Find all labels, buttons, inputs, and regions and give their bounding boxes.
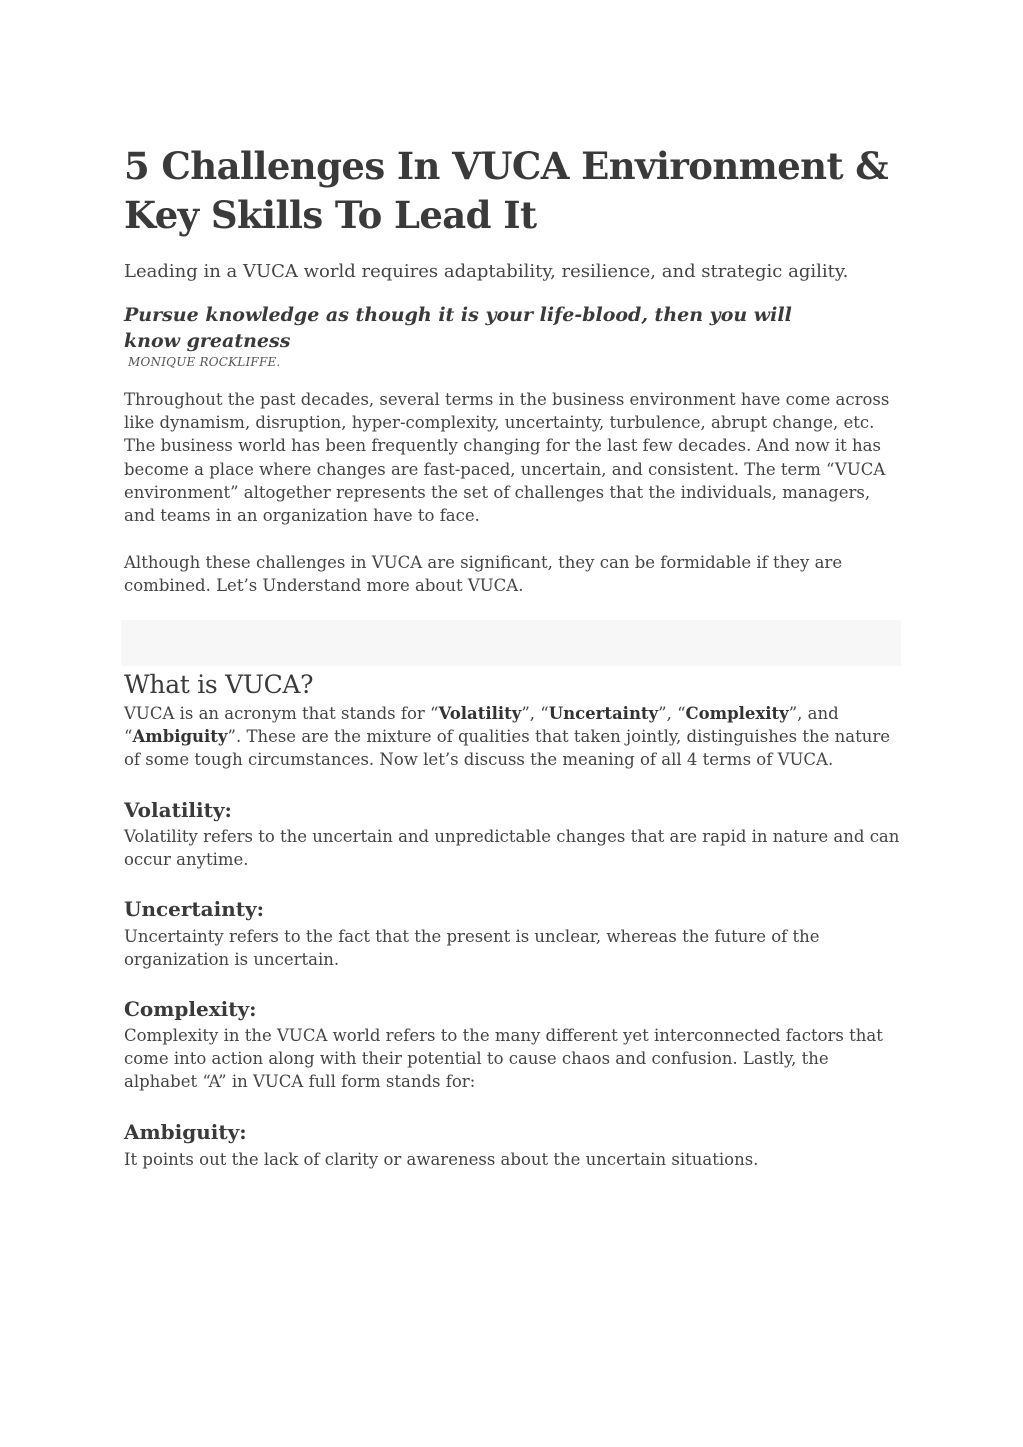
section-heading-what-is-vuca: What is VUCA?	[124, 670, 314, 699]
paragraph-text: VUCA is an acronym that stands for “	[124, 704, 439, 723]
intro-paragraph: Throughout the past decades, several terms in the business environment have come across like dynamism, disruption, hyper-complexity, uncertainty, turbulence, abrupt change, etc. The business world has been frequently changing for the last few decades. And now it has become a place where changes are fast-paced, uncertain, and consistent. The term “VUCA environment” altogether represents the set of challenges that the individuals, managers, and teams in an organization have to face.	[124, 390, 890, 526]
heading-uncertainty: Uncertainty:	[124, 897, 264, 921]
term-complexity: Complexity	[685, 704, 789, 723]
heading-complexity: Complexity:	[124, 997, 257, 1021]
article-title: 5 Challenges In VUCA Environment & Key Skills To Lead It	[124, 144, 889, 237]
paragraph-text: ”, “	[658, 704, 686, 723]
what-is-vuca-paragraph	[124, 702, 904, 772]
heading-volatility: Volatility:	[124, 798, 232, 822]
heading-ambiguity: Ambiguity:	[124, 1120, 247, 1144]
paragraph-text: ”, “	[521, 704, 549, 723]
quote-text: Pursue knowledge as though it is your life-blood, then you will know greatness	[124, 304, 792, 352]
volatility-text: Volatility refers to the uncertain and unpredictable changes that are rapid in nature and can occur anytime.	[124, 827, 900, 870]
placeholder-banner	[121, 620, 901, 666]
quote-author: MONIQUE ROCKLIFFE.	[128, 355, 281, 369]
intro-paragraph: Although these challenges in VUCA are significant, they can be formidable if they are combined. Let’s Understand more about VUCA.	[124, 553, 843, 596]
paragraph-text: ”, and “	[124, 704, 839, 747]
article-subtitle: Leading in a VUCA world requires adaptability, resilience, and strategic agility.	[124, 261, 849, 282]
paragraph-text: ”. These are the mixture of qualities that taken jointly, distinguishes the nature of some tough circumstances. Now let’s discuss the meaning of all 4 terms of VUCA.	[124, 727, 891, 770]
ambiguity-text: It points out the lack of clarity or awareness about the uncertain situations.	[124, 1150, 759, 1169]
term-volatility: Volatility	[438, 704, 522, 723]
term-uncertainty: Uncertainty	[548, 704, 659, 723]
complexity-text: Complexity in the VUCA world refers to the many different yet interconnected factors that come into action along with their potential to cause chaos and confusion. Lastly, the alphabet “A” in VUCA full form stands for:	[124, 1026, 883, 1092]
uncertainty-text: Uncertainty refers to the fact that the present is unclear, whereas the future of the organization is uncertain.	[124, 927, 820, 970]
term-ambiguity: Ambiguity	[132, 727, 228, 747]
